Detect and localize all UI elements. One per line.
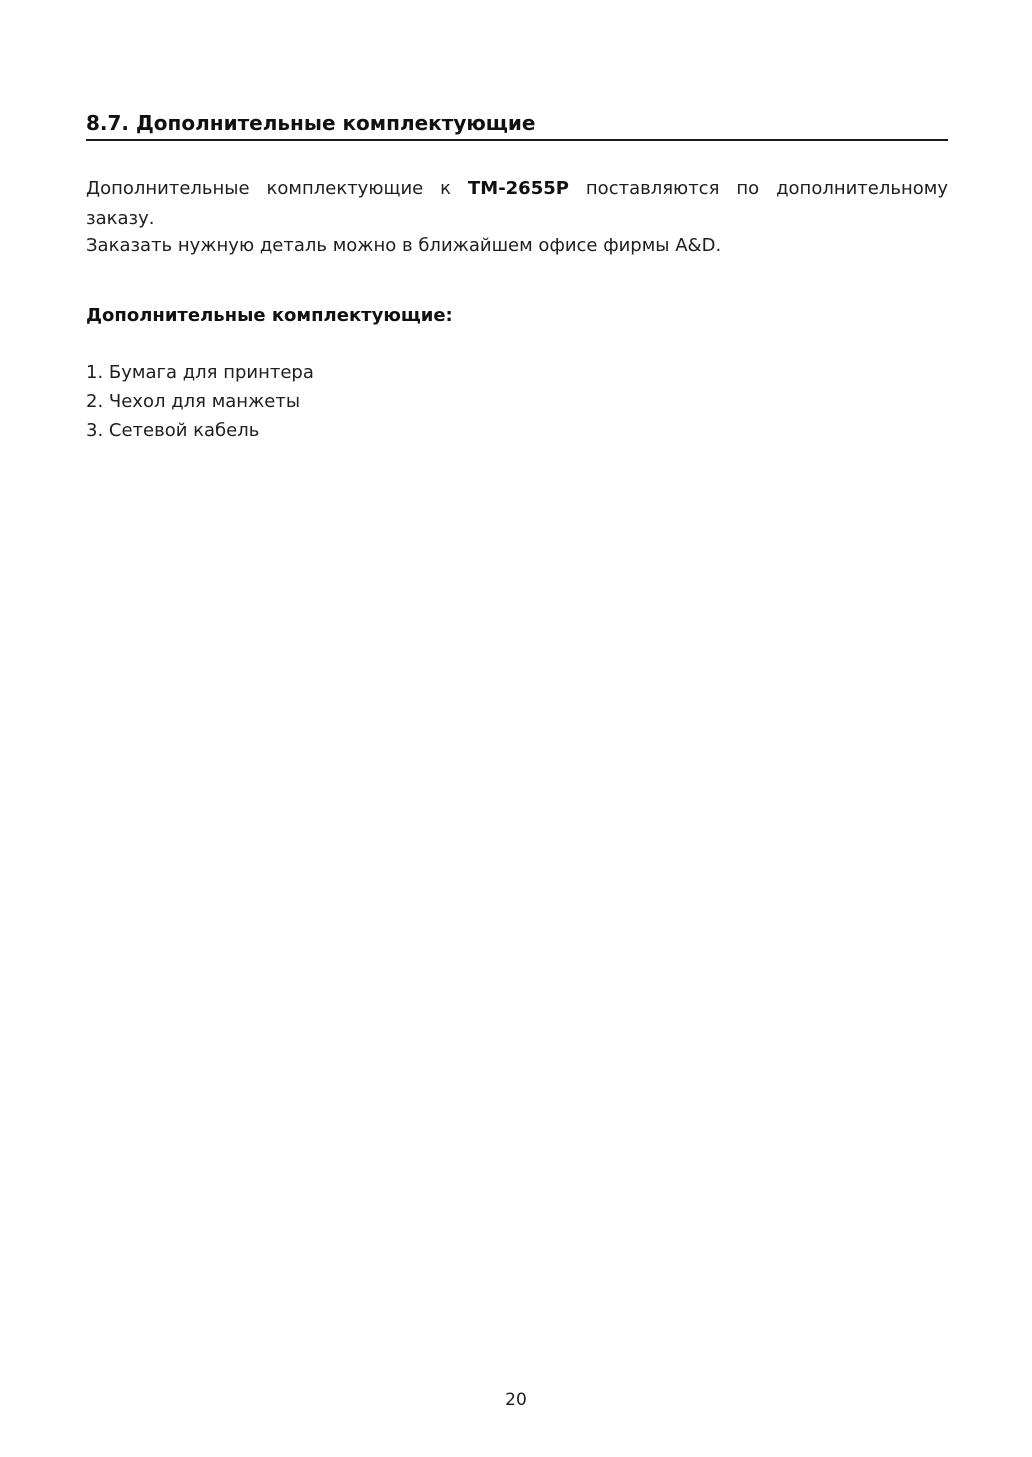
list-item: 1. Бумага для принтера (86, 362, 314, 383)
accessories-list (86, 358, 314, 445)
list-item: 3. Сетевой кабель (86, 420, 260, 441)
list-item: 2. Чехол для манжеты (86, 391, 301, 412)
model-name: TM-2655P (468, 178, 569, 199)
page-number: 20 (505, 1390, 527, 1410)
accessories-list-heading: Дополнительные комплектующие: (86, 305, 453, 326)
intro-text-before: Дополнительные комплектующие к (86, 178, 468, 199)
intro-paragraph (86, 174, 948, 234)
order-note: Заказать нужную деталь можно в ближайшем офисе фирмы A&D. (86, 235, 722, 256)
section-title: 8.7. Дополнительные комплектующие (86, 110, 948, 141)
intro-text-after: поставляются по дополнительному заказу. (86, 178, 948, 229)
